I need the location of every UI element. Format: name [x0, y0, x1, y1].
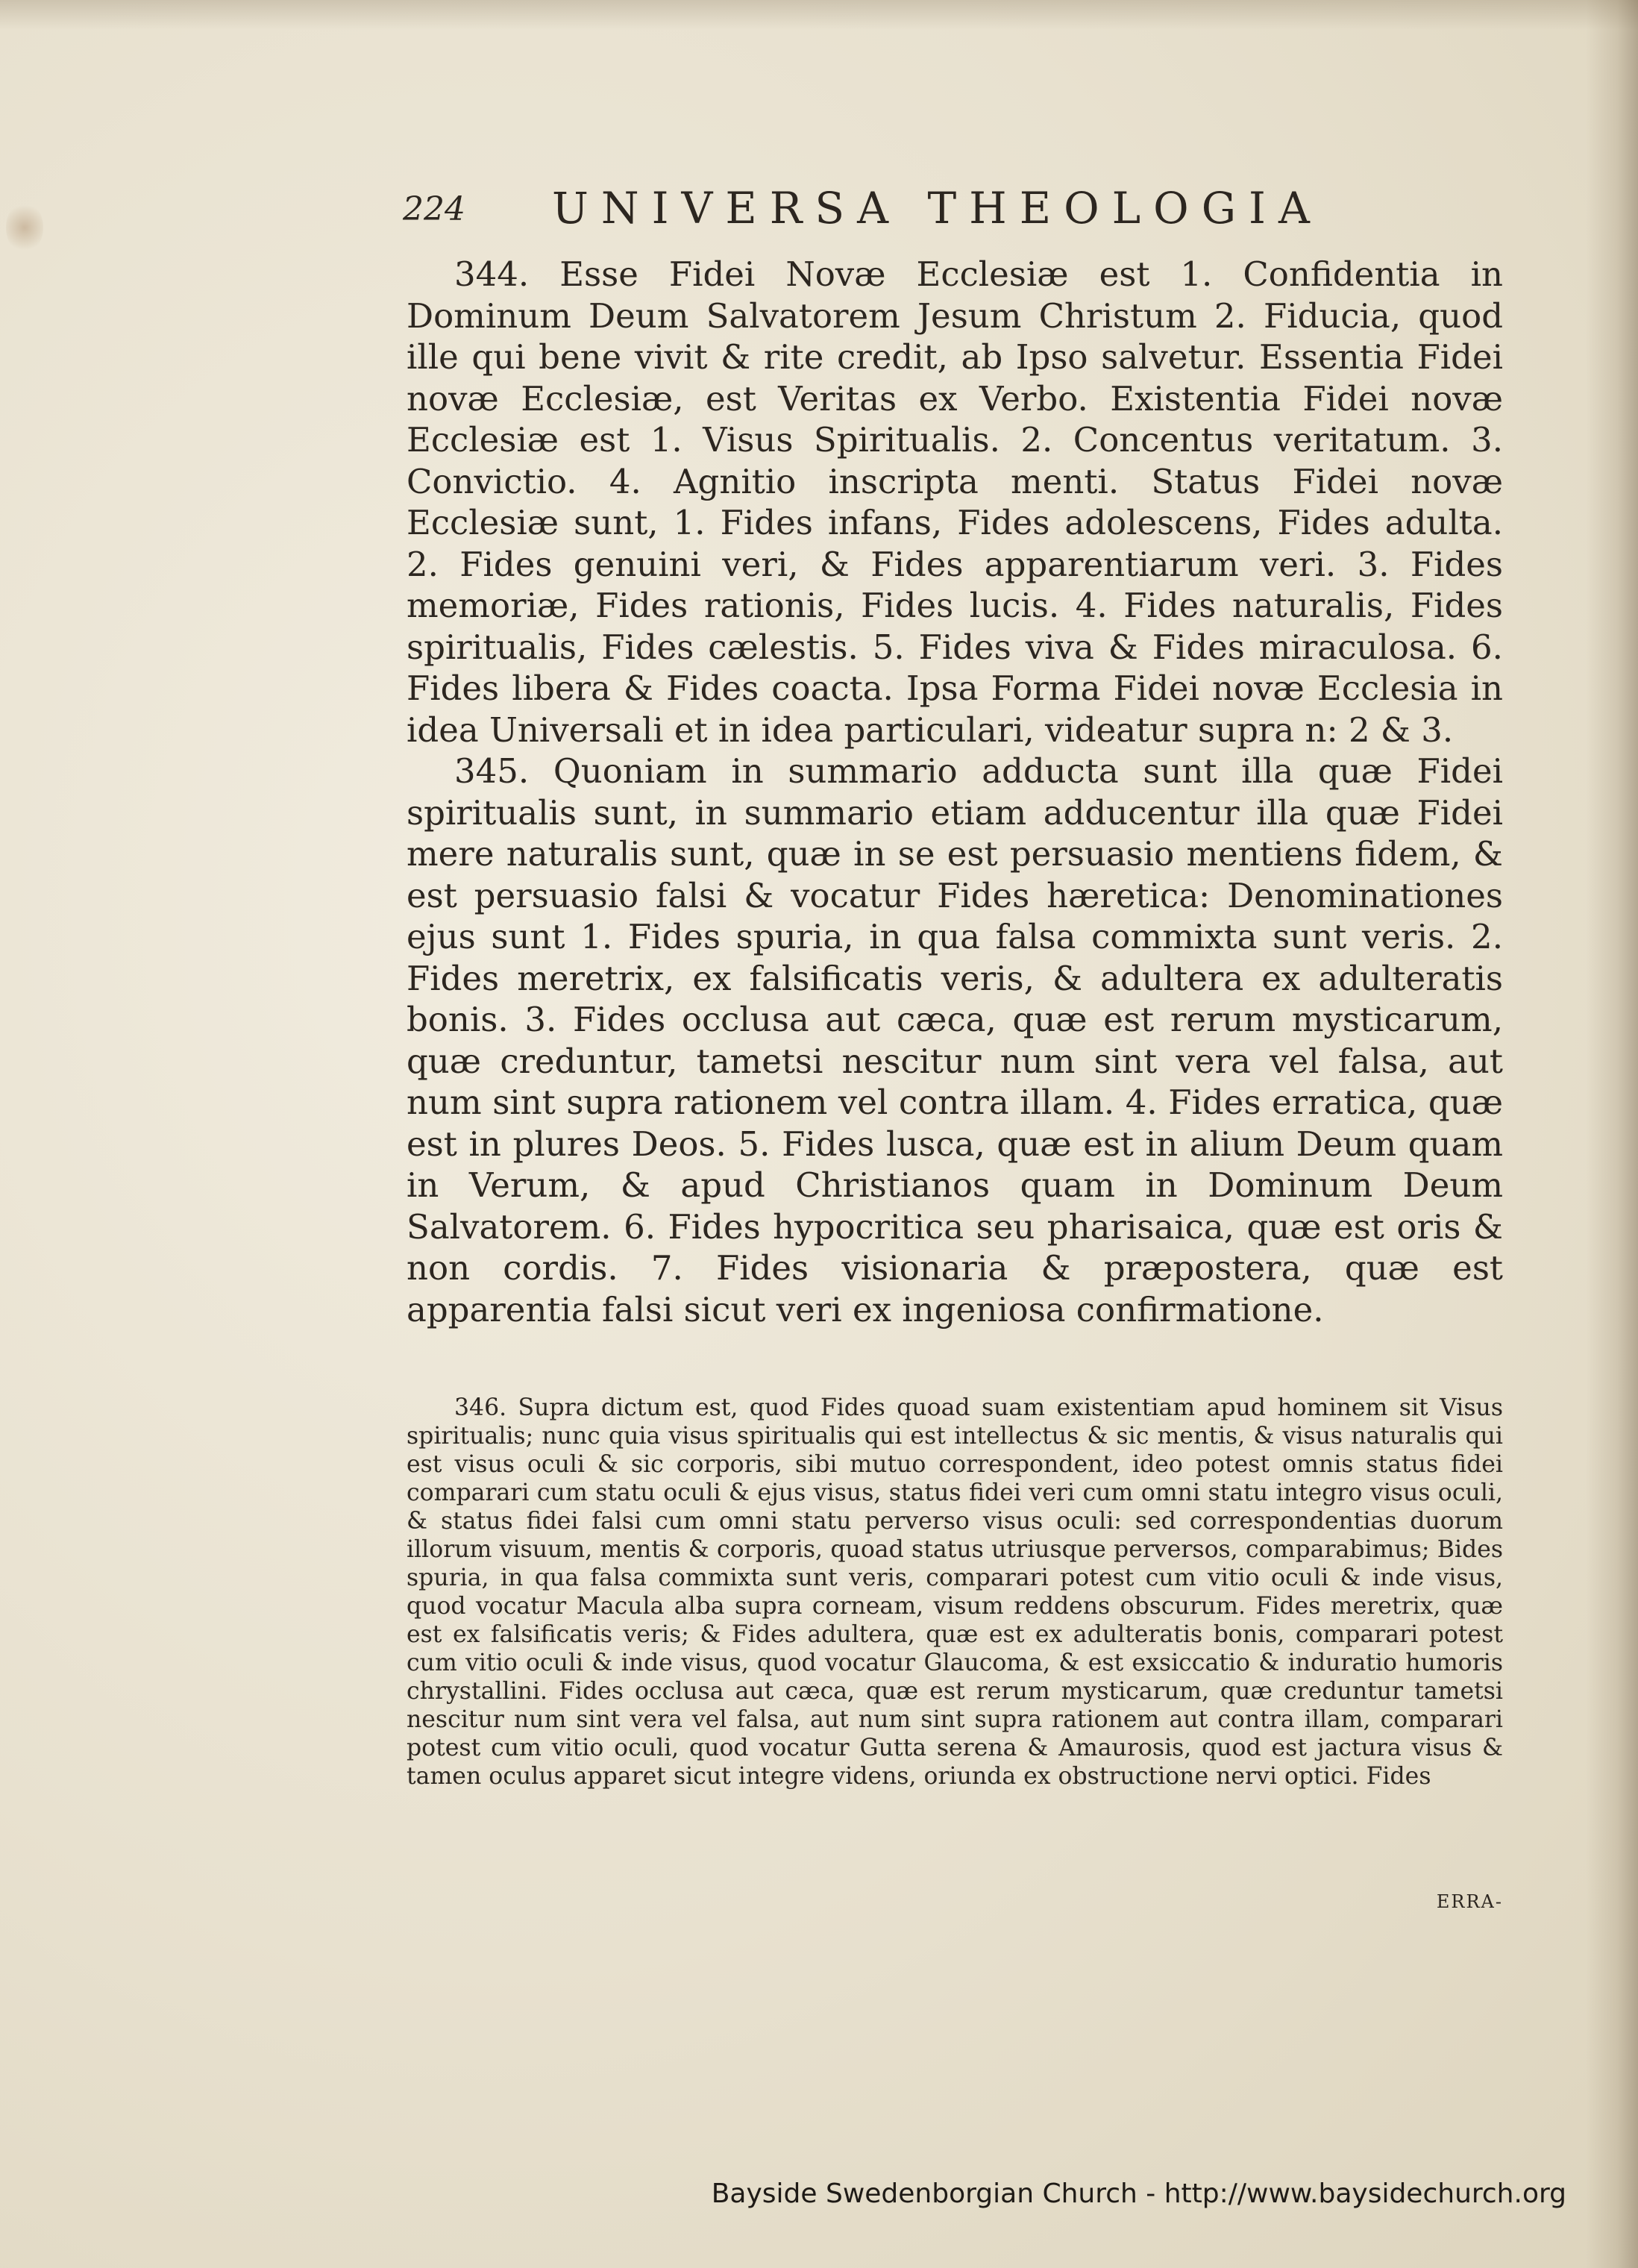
catchword: ERRA-	[1436, 1891, 1503, 1912]
paper-stain	[6, 201, 43, 254]
main-text	[407, 254, 1503, 1330]
small-print-text	[407, 1394, 1503, 1791]
page-shadow-top	[0, 0, 1638, 30]
paragraph-346: 346. Supra dictum est, quod Fides quoad suam existentiam apud hominem sit Visus spiritualis; nunc quia visus spiritualis qui est intellectus & sic mentis, & visus naturalis qui est visus oculi & sic corporis, sibi mutuo correspondent, ideo potest omnis status fidei comparari cum statu oculi & ejus visus, status fidei veri cum omni statu integro visus oculi, & status fidei falsi cum omni statu perverso visus oculi: sed correspondentias duorum illorum visuum, mentis & corporis, quoad status utriusque perversos, comparabimus; Bides spuria, in qua falsa commixta sunt veris, comparari potest cum vitio oculi & inde visus, quod vocatur Macula alba supra corneam, visum reddens obscurum. Fides meretrix, quæ est ex falsificatis veris; & Fides adultera, quæ est ex adulteratis bonis, comparari potest cum vitio oculi & inde visus, quod vocatur Glaucoma, & est exsiccatio & induratio humoris chrystallini. Fides occlusa aut cæca, quæ est rerum mysticarum, quæ creduntur tametsi nescitur num sint vera vel falsa, aut num sint supra rationem aut contra illam, comparari potest cum vitio oculi, quod vocatur Gutta serena & Amaurosis, quod est jactura visus & tamen oculus apparet sicut integre videns, oriunda ex obstructione nervi optici. Fides	[407, 1394, 1503, 1790]
page-header	[403, 183, 1499, 242]
running-title: UNIVERSA THEOLOGIA	[552, 183, 1322, 234]
paragraph-344: 344. Esse Fidei Novæ Ecclesiæ est 1. Confidentia in Dominum Deum Salvatorem Jesum Christum 2. Fiducia, quod ille qui bene vivit & rite credit, ab Ipso salvetur. Essentia Fidei novæ Ecclesiæ, est Veritas ex Verbo. Existentia Fidei novæ Ecclesiæ est 1. Visus Spiritualis. 2. Concentus veritatum. 3. Convictio. 4. Agnitio inscripta menti. Status Fidei novæ Ecclesiæ sunt, 1. Fides infans, Fides adolescens, Fides adulta. 2. Fides genuini veri, & Fides apparentiarum veri. 3. Fides memoriæ, Fides rationis, Fides lucis. 4. Fides naturalis, Fides spiritualis, Fides cælestis. 5. Fides viva & Fides miraculosa. 6. Fides libera & Fides coacta. Ipsa Forma Fidei novæ Ecclesia in idea Universali et in idea particulari, videatur supra n: 2 & 3.	[407, 254, 1503, 750]
watermark-credit: Bayside Swedenborgian Church - http://www.baysidechurch.org	[711, 2178, 1566, 2209]
page-shadow-right	[1586, 0, 1638, 2268]
paragraph-345: 345. Quoniam in summario adducta sunt illa quæ Fidei spiritualis sunt, in summario etiam adducentur illa quæ Fidei mere naturalis sunt, quæ in se est persuasio mentiens fidem, & est persuasio falsi & vocatur Fides hæretica: Denominationes ejus sunt 1. Fides spuria, in qua falsa commixta sunt veris. 2. Fides meretrix, ex falsificatis veris, & adultera ex adulteratis bonis. 3. Fides occlusa aut cæca, quæ est rerum mysticarum, quæ creduntur, tametsi nescitur num sint vera vel falsa, aut num sint supra rationem vel contra illam. 4. Fides erratica, quæ est in plures Deos. 5. Fides lusca, quæ est in alium Deum quam in Verum, & apud Christianos quam in Dominum Deum Salvatorem. 6. Fides hypocritica seu pharisaica, quæ est oris & non cordis. 7. Fides visionaria & præpostera, quæ est apparentia falsi sicut veri ex ingeniosa confirmatione.	[407, 751, 1503, 1329]
page-number: 224	[403, 190, 465, 228]
